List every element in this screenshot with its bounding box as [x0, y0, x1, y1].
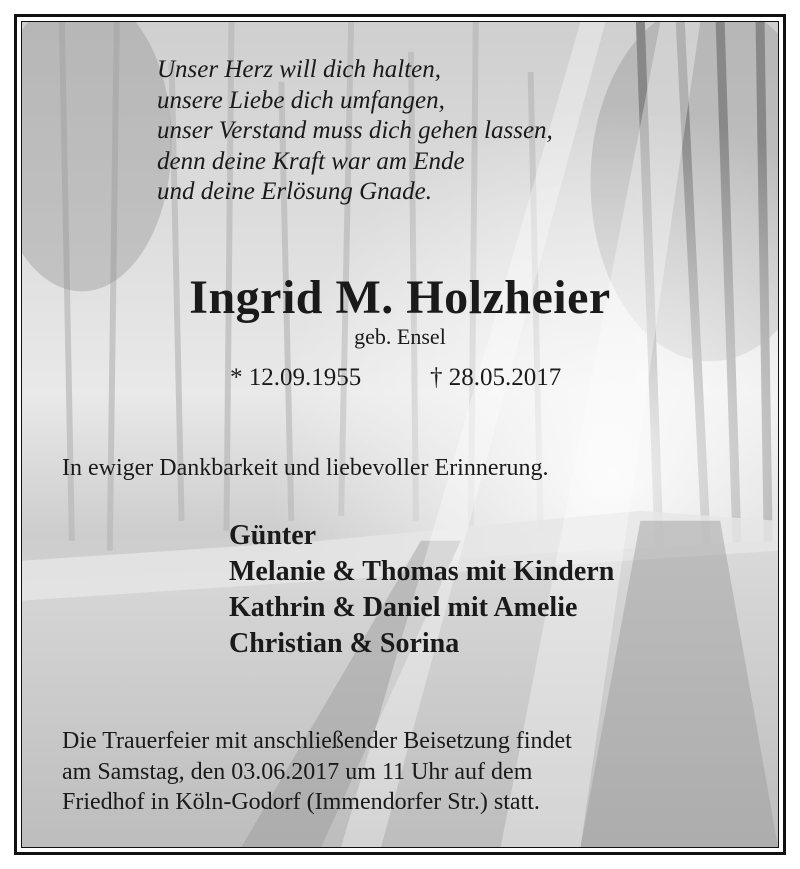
family-list: [229, 518, 614, 662]
poem-line: unser Verstand muss dich gehen lassen,: [157, 117, 553, 144]
maiden-name: geb. Ensel: [354, 324, 446, 349]
poem: [157, 55, 553, 208]
obituary-card: [21, 21, 779, 848]
funeral-line: am Samstag, den 03.06.2017 um 11 Uhr auf dem: [62, 758, 533, 785]
family-member: Kathrin & Daniel mit Amelie: [229, 592, 578, 623]
funeral-notice: [62, 726, 572, 818]
birth-date: * 12.09.1955: [230, 364, 362, 391]
poem-line: denn deine Kraft war am Ende: [157, 147, 465, 175]
poem-line: und deine Erlösung Gnade.: [157, 178, 432, 205]
family-member: Christian & Sorina: [229, 628, 460, 659]
family-member: Günter: [229, 520, 317, 551]
death-date: † 28.05.2017: [430, 364, 562, 391]
deceased-name: Ingrid M. Holzheier: [189, 271, 611, 324]
funeral-line: Die Trauerfeier mit anschließender Beisetzung findet: [62, 728, 572, 754]
funeral-line: Friedhof in Köln-Godorf (Immendorfer Str.) statt.: [62, 789, 540, 815]
poem-line: unsere Liebe dich umfangen,: [157, 86, 445, 114]
gratitude-line: In ewiger Dankbarkeit und liebevoller Erinnerung.: [62, 455, 549, 481]
poem-line: Unser Herz will dich halten,: [157, 56, 442, 83]
family-member: Melanie & Thomas mit Kindern: [229, 556, 615, 587]
